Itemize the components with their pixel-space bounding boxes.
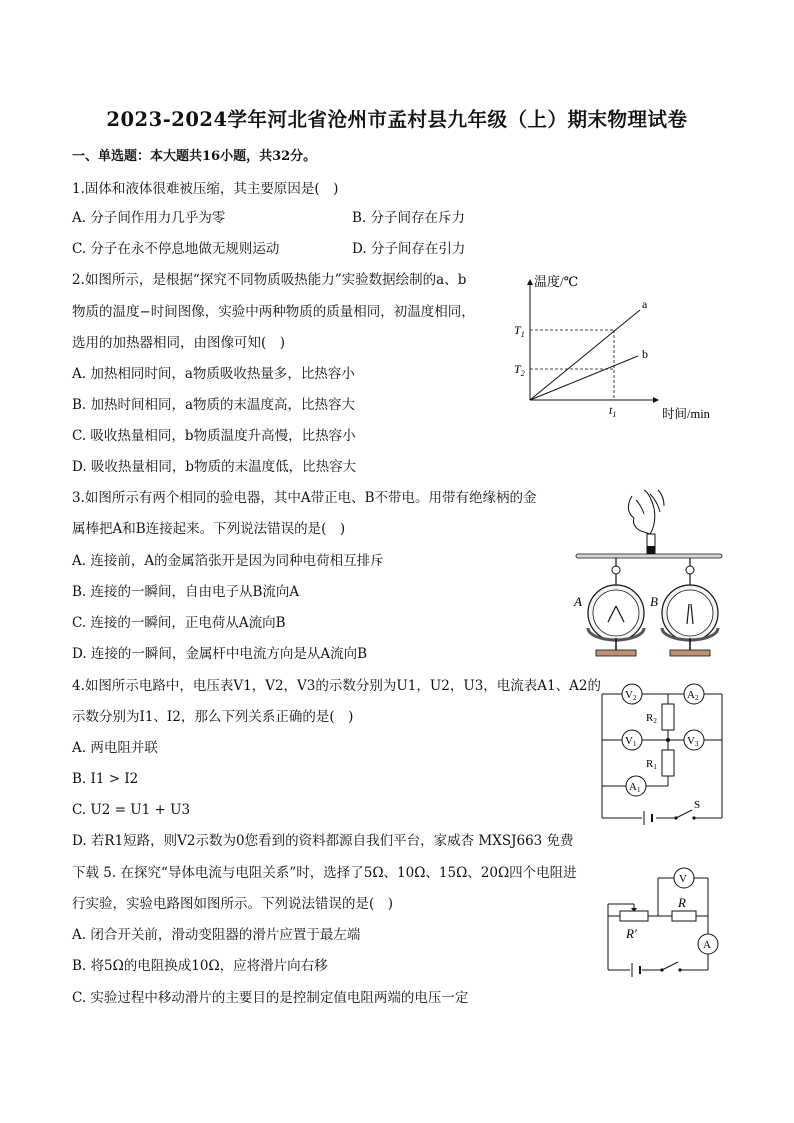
line-a [530, 310, 640, 400]
resistor-r1 [662, 750, 674, 776]
label-rheostat: R′ [626, 926, 637, 941]
label-r: R [678, 895, 686, 910]
q2-option-a: A. 加热相同时间，a物质吸收热量多，比热容小 [72, 366, 355, 382]
label-electroscope-b: B [650, 594, 658, 609]
temperature-time-graph [508, 270, 718, 420]
q3-stem-line1: 3.如图所示有两个相同的验电器，其中A带正电、B不带电。用带有绝缘柄的金 [72, 490, 537, 506]
q3-option-a: A. 连接前，A的金属箔张开是因为同种电荷相互排斥 [72, 553, 384, 569]
voltmeter-v1 [622, 730, 642, 750]
q5-option-a: A. 闭合开关前，滑动变阻器的滑片应置于最左端 [72, 927, 361, 943]
voltmeter-v3 [684, 730, 704, 750]
q1-option-a: A. 分子间作用力几乎为零 [72, 210, 226, 226]
q5-stem-line2: 行实验，实验电路图如图所示。下列说法错误的是( ) [72, 896, 394, 912]
label-t1: $T_1$ [514, 323, 525, 339]
q3-option-d: D. 连接的一瞬间，金属杆中电流方向是从A流向B [72, 646, 368, 662]
hand-illustration [628, 490, 664, 534]
q3-option-b: B. 连接的一瞬间，自由电子从B流向A [72, 584, 300, 600]
q4-option-c: C. U2 = U1 + U3 [72, 802, 191, 818]
q2-stem-line1: 2.如图所示，是根据“探究不同物质吸热能力”实验数据绘制的a、b [72, 272, 467, 288]
q1-option-c: C. 分子在永不停息地做无规则运动 [72, 241, 280, 257]
resistor-r [672, 911, 696, 921]
label-r1: R1 [646, 758, 657, 771]
q1-stem: 1.固体和液体很难被压缩，其主要原因是( ) [72, 181, 339, 197]
metal-rod [576, 554, 722, 558]
circuit-diagram-q4 [598, 680, 728, 828]
resistor-r2 [662, 704, 674, 730]
svg-text:A1: A1 [629, 781, 641, 794]
voltmeter-v [674, 868, 694, 888]
q2-option-c: C. 吸收热量相同，b物质温度升高慢，比热容小 [72, 428, 356, 444]
q4-option-b: B. I1 > I2 [72, 771, 139, 787]
label-r2: R2 [646, 712, 657, 725]
circuit-diagram-q5 [600, 866, 730, 976]
ammeter-a [698, 934, 718, 954]
ammeter-a2 [684, 684, 704, 704]
q2-stem-line3: 选用的加热器相同，由图像可知( ) [72, 335, 286, 351]
q5-option-b: B. 将5Ω的电阻换成10Ω，应将滑片向右移 [72, 958, 328, 974]
label-time1: $t_1$ [609, 403, 617, 419]
q3-option-c: C. 连接的一瞬间，正电荷从A流向B [72, 615, 286, 631]
section-heading: 一、单选题：本大题共16小题，共32分。 [72, 149, 317, 164]
q5-option-c: C. 实验过程中移动滑片的主要目的是控制定值电阻两端的电压一定 [72, 990, 469, 1006]
svg-text:V: V [679, 873, 687, 885]
electroscope-a [588, 558, 644, 656]
q1-option-b: B. 分子间存在斥力 [352, 210, 466, 226]
label-switch: S [694, 799, 701, 811]
electroscope-b [662, 558, 718, 656]
label-electroscope-a: A [574, 594, 582, 609]
line-b [530, 356, 638, 400]
graph-x-label: 时间/min [662, 407, 710, 421]
electroscope-figure [574, 488, 724, 660]
label-t2: $T_2$ [514, 362, 525, 378]
rheostat [620, 911, 648, 921]
q4-stem-line1: 4.如图所示电路中，电压表V1，V2，V3的示数分别为U1，U2，U3，电流表A1、A2的 [72, 678, 601, 694]
q4-option-d: D. 若R1短路，则V2示数为0您看到的资料都源自我们平台，家威杏 MXSJ663 免费 [72, 833, 574, 849]
q4-stem-line2: 示数分别为I1、I2，那么下列关系正确的是( ) [72, 709, 354, 725]
svg-text:V1: V1 [625, 735, 637, 748]
page-title: 2023-2024学年河北省沧州市孟村县九年级（上）期末物理试卷 [106, 108, 688, 131]
q1-option-d: D. 分子间存在引力 [352, 241, 466, 257]
ammeter-a1 [626, 776, 646, 796]
svg-text:V3: V3 [687, 735, 699, 748]
q2-option-b: B. 加热时间相同，a物质的末温度高，比热容大 [72, 397, 356, 413]
q3-stem-line2: 属棒把A和B连接起来。下列说法错误的是( ) [72, 521, 346, 537]
label-a: a [642, 297, 648, 311]
graph-y-label: 温度/℃ [534, 274, 579, 289]
q2-stem-line2: 物质的温度−时间图像，实验中两种物质的质量相同，初温度相同， [72, 304, 475, 320]
svg-text:A2: A2 [687, 689, 699, 702]
q2-option-d: D. 吸收热量相同，b物质的末温度低，比热容大 [72, 459, 357, 475]
voltmeter-v2 [622, 684, 642, 704]
svg-text:A: A [703, 939, 711, 951]
q5-stem-line1: 下载 5. 在探究“导体电流与电阻关系”时，选择了5Ω、10Ω、15Ω、20Ω四个电阻进 [72, 865, 577, 881]
label-b: b [642, 347, 648, 361]
svg-text:V2: V2 [625, 689, 637, 702]
q4-option-a: A. 两电阻并联 [72, 740, 158, 756]
